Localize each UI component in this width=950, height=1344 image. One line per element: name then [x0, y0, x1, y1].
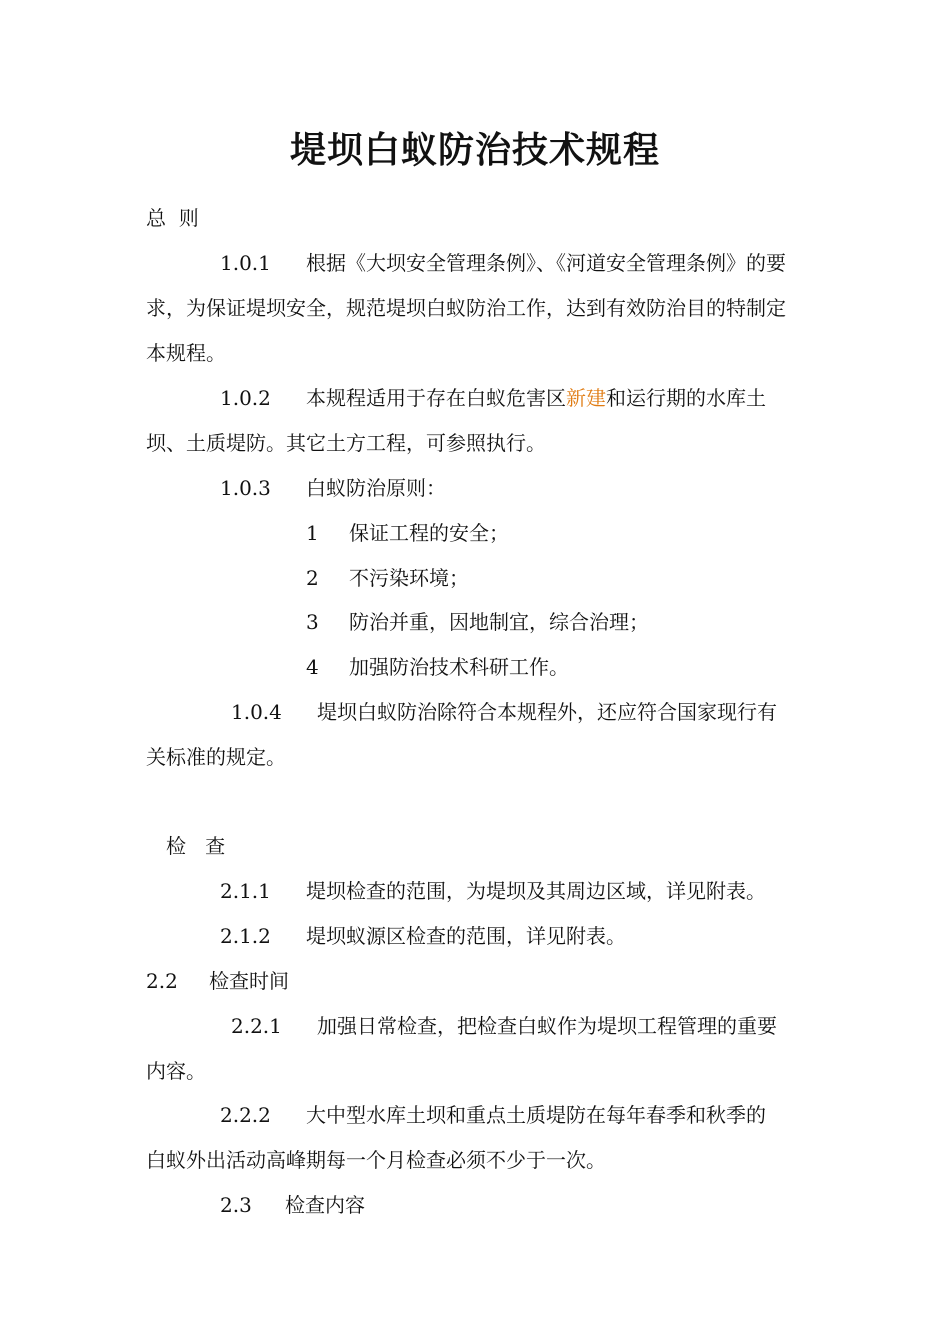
principle-item-text: 防治并重，因地制宜，综合治理； — [349, 610, 649, 634]
principle-item-text: 保证工程的安全； — [349, 521, 509, 545]
subsection-number-2-2: 2.2 — [146, 969, 178, 993]
clause-2-2-1-line-1: 加强日常检查，把检查白蚁作为堤坝工程管理的重要 — [317, 1014, 777, 1038]
clause-2-2-2-line-2: 白蚁外出活动高峰期每一个月检查必须不少于一次。 — [146, 1148, 606, 1172]
clause-1-0-2-text-pre: 本规程适用于存在白蚁危害区 — [306, 386, 566, 410]
clause-1-0-2-line-1 — [306, 384, 766, 412]
clause-1-0-2-line-2: 坝、土质堤防。其它土方工程，可参照执行。 — [146, 431, 546, 455]
clause-number-2-2-1: 2.2.1 — [231, 1014, 282, 1038]
principle-item-number: 1 — [306, 521, 319, 545]
principle-item-text: 不污染环境； — [349, 566, 469, 590]
section-heading-general: 总 则 — [146, 206, 199, 230]
clause-number-1-0-3: 1.0.3 — [220, 476, 271, 500]
clause-number-1-0-2: 1.0.2 — [220, 386, 271, 410]
clause-1-0-4-line-2: 关标准的规定。 — [146, 745, 286, 769]
clause-1-0-1-line-2: 求，为保证堤坝安全，规范堤坝白蚁防治工作，达到有效防治目的特制定 — [146, 296, 786, 320]
subsection-title-inspection-content: 检查内容 — [285, 1193, 365, 1217]
clause-number-2-1-1: 2.1.1 — [220, 879, 271, 903]
clause-number-2-2-2: 2.2.2 — [220, 1103, 271, 1127]
section-heading-inspection: 检 查 — [166, 834, 226, 858]
clause-2-1-1-text: 堤坝检查的范围，为堤坝及其周边区域，详见附表。 — [306, 879, 766, 903]
document-title: 堤坝白蚁防治技术规程 — [289, 130, 660, 171]
clause-1-0-1-line-3: 本规程。 — [146, 341, 226, 365]
principle-item-number: 3 — [306, 610, 319, 634]
clause-number-1-0-4: 1.0.4 — [231, 700, 282, 724]
clause-2-2-1-line-2: 内容。 — [146, 1059, 206, 1083]
clause-1-0-2-text-post: 和运行期的水库土 — [606, 386, 766, 410]
clause-1-0-4-line-1: 堤坝白蚁防治除符合本规程外，还应符合国家现行有 — [317, 700, 777, 724]
subsection-title-inspection-time: 检查时间 — [209, 969, 289, 993]
highlighted-word-new-build: 新建 — [566, 386, 606, 410]
clause-number-2-1-2: 2.1.2 — [220, 924, 271, 948]
principle-item-text: 加强防治技术科研工作。 — [349, 655, 569, 679]
principle-item-number: 4 — [306, 655, 319, 679]
clause-2-2-2-line-1: 大中型水库土坝和重点土质堤防在每年春季和秋季的 — [306, 1103, 766, 1127]
clause-2-1-2-text: 堤坝蚁源区检查的范围，详见附表。 — [306, 924, 626, 948]
clause-1-0-3-text: 白蚁防治原则： — [306, 476, 446, 500]
subsection-number-2-3: 2.3 — [220, 1193, 252, 1217]
principle-item-number: 2 — [306, 566, 319, 590]
clause-1-0-1-line-1: 根据《大坝安全管理条例》、《河道安全管理条例》的要 — [306, 251, 786, 275]
clause-number-1-0-1: 1.0.1 — [220, 251, 271, 275]
